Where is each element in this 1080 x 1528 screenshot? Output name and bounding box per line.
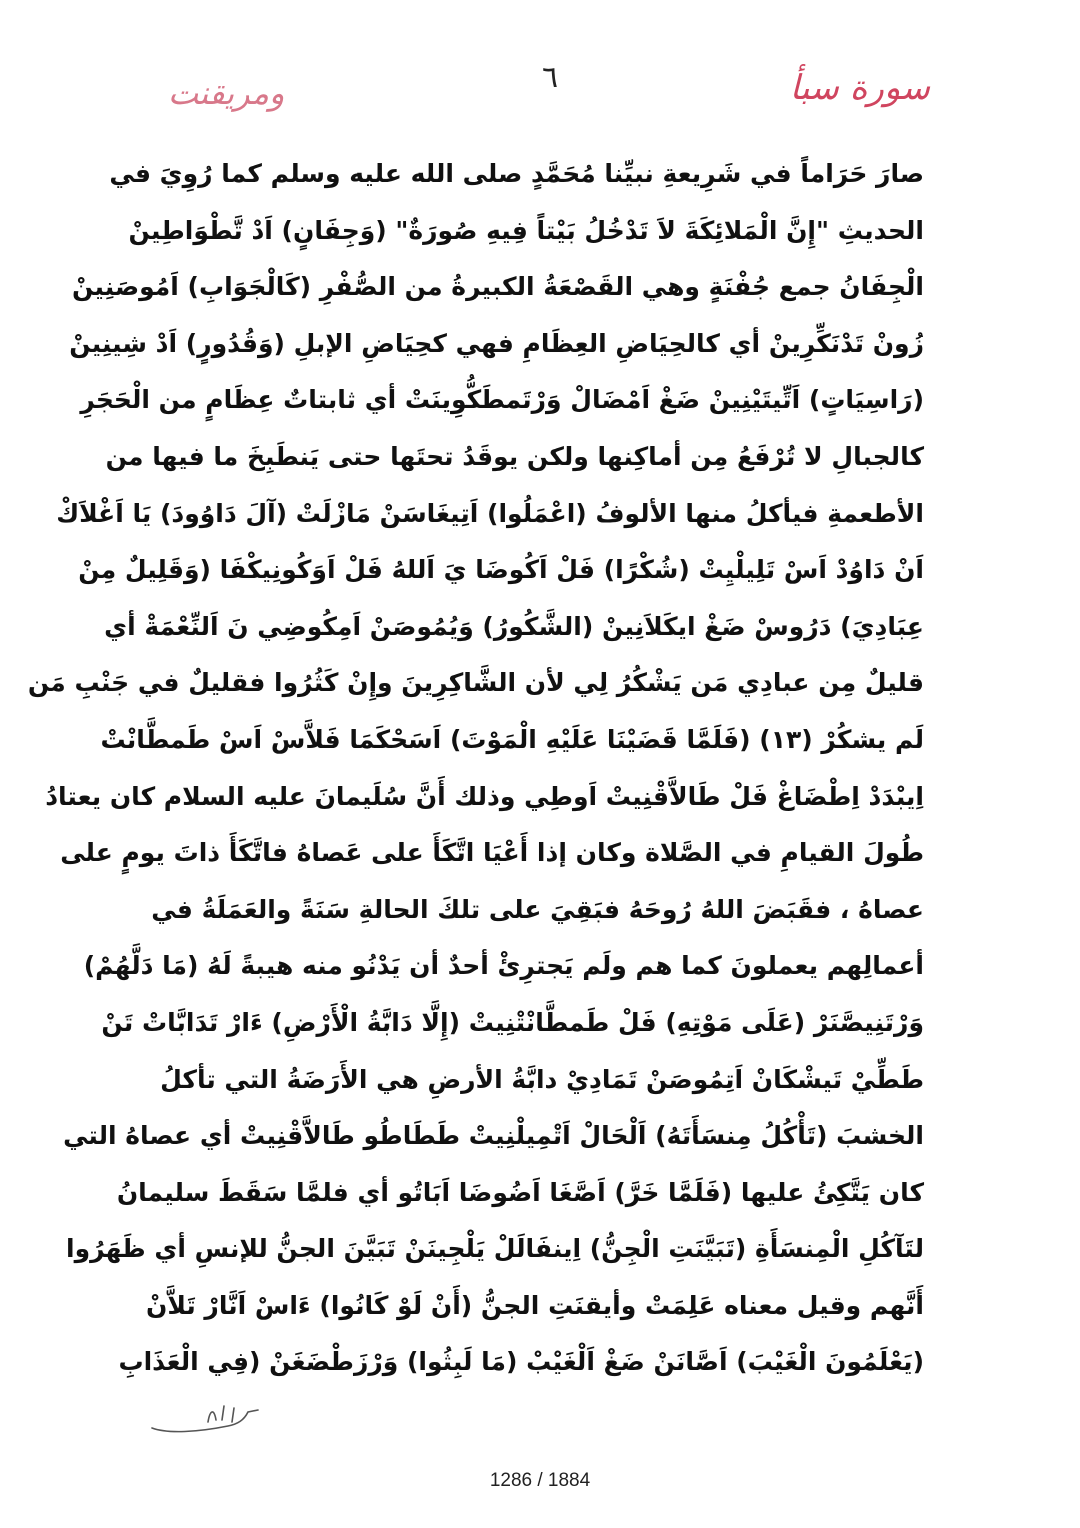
- text-line: الْجِفَانُ جمع جُفْنَةٍ وهي القَصْعَةُ الكبيرةُ من الصُّفْرِ (كَالْجَوَابِ) اَمُوصَنِينْ: [72, 272, 924, 302]
- text-line: وَرْتَنِيصَّنَرْ (عَلَى مَوْتِهِ) فَلْ طَمطَّانْتْنِيتْ (إِلَّا دَابَّةُ الْأَرْضِ) ءَارْ تَدَابَّاتْ تَنْ: [101, 1007, 924, 1037]
- text-line: طُولَ القيامِ في الصَّلاة وكان إذا أَعْيَا اتَّكَأَ على عَصاهُ فاتَّكَأَ ذاتَ يومٍ على: [60, 838, 924, 868]
- text-line: عصاهُ ، فقَبَضَ اللهُ رُوحَهُ فبَقِيَ على تلكَ الحالةِ سَنَةً والعَمَلَةُ في: [151, 894, 924, 924]
- text-line: اَنْ دَاوُدْ اَسْ تَلِيلْيِتْ (شُكْرًا) فَلْ اَكُوضَا يَ اَللهُ فَلْ اَوَكُونِيكْفَا (وَقَلِيلٌ مِنْ: [78, 555, 924, 585]
- text-line: صارَ حَرَاماً في شَرِيعةِ نبيِّنا مُحَمَّدٍ صلى الله عليه وسلم كما رُوِيَ في: [109, 159, 924, 188]
- handwritten-note: ومريقنت: [168, 74, 285, 112]
- text-line: لتَآكُلِ الْمِنسَأَةِ (تَبَيَّنَتِ الْجِنُّ) اِينفَالَلْ يَلْجِينَنْ تَبَيَّنَ الجنُّ للإنسِ أي ظَهَرُوا: [66, 1234, 924, 1264]
- text-line: الحديثِ "إِنَّ الْمَلائِكَةَ لاَ تَدْخُلُ بَيْتاً فِيهِ صُورَةٌ" (وَجِفَانٍ) اَدْ تَّطْوَاطِينْ: [128, 215, 924, 245]
- text-line: أعمالِهم يعملونَ كما هم ولَم يَجترِئْ أحدٌ أن يَدْنُو منه هيبةً لَهُ (مَا دَلَّهُمْ): [83, 951, 924, 981]
- text-line: زُونْ تَدْنَكِّرِينْ أي كالحِيَاضِ العِظَامِ فهي كحِيَاضِ الإبلِ (وَقُدُورٍ) اَدْ شِينِينْ: [69, 328, 924, 358]
- text-line: عِبَادِيَ) دَرُوسْ ضَغْ ايكَلاَنِينْ (الشَّكُورُ) وَيُمُوصَنْ اَمِكُوضِي نَ اَلنِّعْمَةْ أي: [104, 611, 924, 641]
- text-line: قليلٌ مِن عبادِي مَن يَشْكُرُ لِي لأن الشَّاكِرِينَ وإِنْ كَثُرُوا فقليلٌ في جَنْبِ مَن: [27, 668, 924, 698]
- pagination-indicator: 1286 / 1884: [489, 1470, 591, 1491]
- text-line: لَم يشكُرْ (١٣) (فَلَمَّا قَضَيْنَا عَلَيْهِ الْمَوْتَ) اَسَحْكَمَا فَلاَّسْ اَسْ طَمطَّانْتْ: [100, 724, 924, 754]
- text-line: كالجبالِ لا تُرْفَعُ مِن أماكِنها ولكن يوقَدُ تحتَها حتى يَنطَبِخَ ما فيها من: [105, 441, 924, 471]
- text-line: (رَاسِيَاتٍ) اَتِّيتَيْنِينْ ضَغْ اَمْضَالْ وَرْتَمطَكُّوِينَتْ أي ثابتاتٌ عِظَامٍ من الْحَجَرِ: [80, 385, 924, 415]
- body-text: [27, 146, 924, 1396]
- text-line: الخشبَ (تَأْكُلُ مِنسَأَتَهُ) اَلْحَالْ اَتْمِيلْنِيتْ طَطَاطُو طَالاَّقْنِيتْ أي عصاهُ التي: [63, 1121, 924, 1151]
- page-number: ٦: [541, 60, 559, 95]
- text-line: (يَعْلَمُونَ الْغَيْبَ) اَصَّانَنْ ضَغْ اَلْغَيْبْ (مَا لَبِثُوا) وَرْزَطْضَغَنْ (فِي الْعَذَابِ: [118, 1347, 924, 1377]
- text-line: كان يَتَّكِئُ عليها (فَلَمَّا خَرَّ) اَصَّغَا اَضُوضَا اَبَاتُو أي فلمَّا سَقَطَ سليمانُ: [116, 1177, 924, 1207]
- text-line: اِيبْدَدْ اِطْضَاغْ فَلْ طَالاَّقْنِيتْ اَوطِي وذلك أَنَّ سُلَيمانَ عليه السلام كان يعتادُ: [45, 781, 924, 811]
- text-line: أَنَّهم وقيل معناه عَلِمَتْ وأيقنَتِ الجنُّ (أَنْ لَوْ كَانُوا) ءَاسْ اَنَّارْ تَلاَّنْ: [146, 1290, 924, 1320]
- signature-mark: [148, 1398, 268, 1438]
- text-line: طَطِّيْ تَيشْكَانْ اَتِمُوصَنْ تَمَادِيْ دابَّةُ الأرضِ هي الأَرَضَةُ التي تأكلُ: [160, 1064, 924, 1094]
- surah-title: سورة سبأ: [789, 68, 930, 108]
- text-line: الأطعمةِ فيأكلُ منها الألوفُ (اعْمَلُوا) اَتِيغَاسَنْ مَازْلَتْ (آلَ دَاوُودَ) يَا اَغْلاَكْ: [56, 498, 924, 528]
